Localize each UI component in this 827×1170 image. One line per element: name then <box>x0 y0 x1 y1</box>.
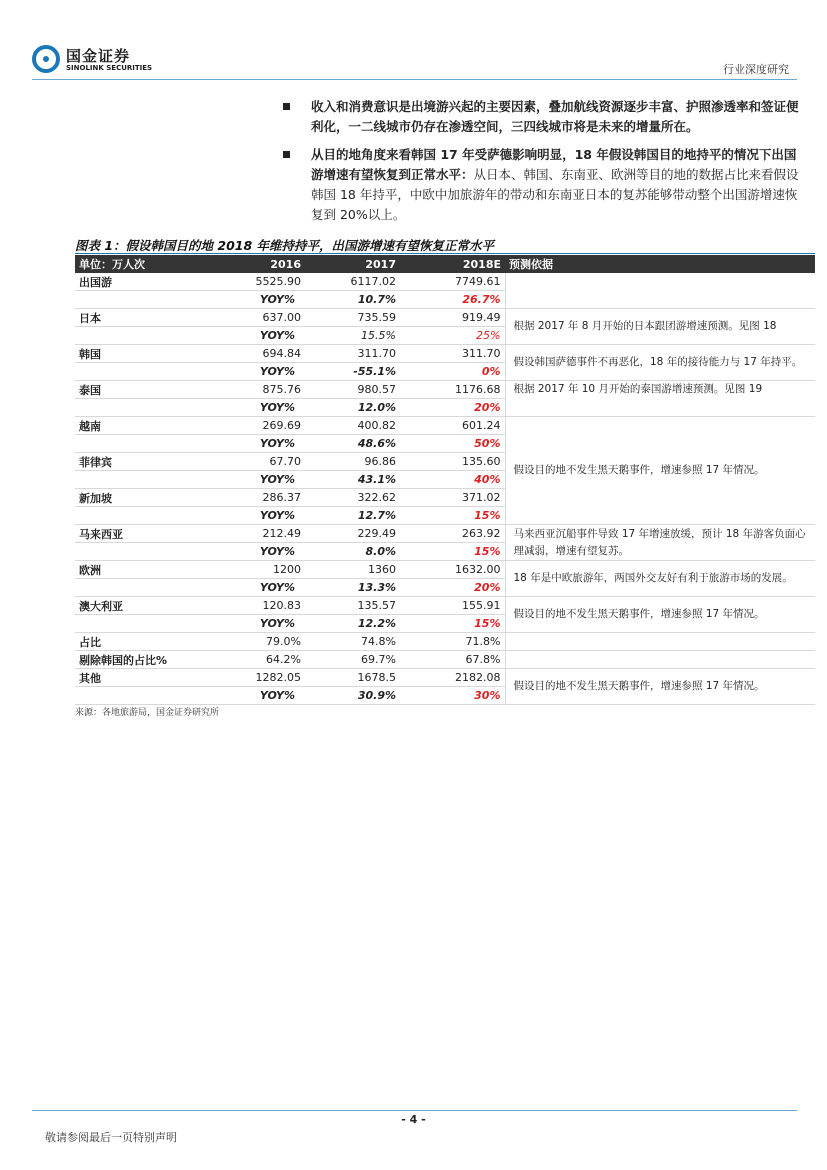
cell-2016: 120.83 <box>175 597 305 615</box>
disclaimer-text: 敬请参阅最后一页特别声明 <box>45 1131 177 1144</box>
row-label: 欧洲 <box>75 561 175 579</box>
yoy-label: YOY% <box>75 687 305 705</box>
figure-source: 来源：各地旅游局，国金证券研究所 <box>75 708 220 718</box>
page-number: - 4 - <box>401 1113 426 1126</box>
bullet-item <box>283 97 803 137</box>
cell-2018e: 919.49 <box>400 309 505 327</box>
footer-divider <box>32 1110 797 1111</box>
cell-2018e: 2182.08 <box>400 669 505 687</box>
yoy-2018e: 15% <box>400 507 505 525</box>
bullet-normal-text: 从日本、韩国、东南亚、欧洲等目的地的数据占比来看假设韩国 18 年持平，中欧中加旅游年的带动和东南亚日本的复苏能够带动整个出国游增速恢复到 20%以上。 <box>311 167 799 222</box>
yoy-label: YOY% <box>75 507 305 525</box>
cell-2017: 735.59 <box>305 309 400 327</box>
yoy-2018e: 50% <box>400 435 505 453</box>
cell-2018e: 263.92 <box>400 525 505 543</box>
row-label: 日本 <box>75 309 175 327</box>
table-header-row <box>75 255 815 273</box>
yoy-label: YOY% <box>75 615 305 633</box>
row-label: 韩国 <box>75 345 175 363</box>
cell-2017: 135.57 <box>305 597 400 615</box>
yoy-2017: 48.6% <box>305 435 400 453</box>
yoy-label: YOY% <box>75 291 305 309</box>
table-row <box>75 651 815 669</box>
header-2017: 2017 <box>305 255 400 273</box>
table-row <box>75 345 815 363</box>
yoy-label: YOY% <box>75 435 305 453</box>
cell-2018e: 311.70 <box>400 345 505 363</box>
row-label: 剔除韩国的占比% <box>75 651 175 669</box>
bullet-list <box>283 97 803 233</box>
row-label: 澳大利亚 <box>75 597 175 615</box>
header-divider <box>32 79 797 80</box>
yoy-2018e: 40% <box>400 471 505 489</box>
yoy-label: YOY% <box>75 543 305 561</box>
yoy-2018e: 15% <box>400 543 505 561</box>
cell-2018e: 67.8% <box>400 651 505 669</box>
yoy-2018e: 20% <box>400 579 505 597</box>
report-section-label: 行业深度研究 <box>723 63 789 76</box>
table-row <box>75 309 815 327</box>
cell-2017: 311.70 <box>305 345 400 363</box>
bullet-square-icon <box>283 103 290 110</box>
cell-basis: 马来西亚沉船事件导致 17 年增速放缓，预计 18 年游客负面心理减弱，增速有望复苏。 <box>505 525 815 561</box>
yoy-2017: 8.0% <box>305 543 400 561</box>
yoy-2018e: 26.7% <box>400 291 505 309</box>
cell-basis: 假设目的地不发生黑天鹅事件，增速参照 17 年情况。 <box>505 669 815 705</box>
bullet-item <box>283 145 803 225</box>
cell-2018e: 1632.00 <box>400 561 505 579</box>
table-row <box>75 525 815 543</box>
cell-2018e: 1176.68 <box>400 381 505 399</box>
figure-title: 图表 1：假设韩国目的地 2018 年维持持平，出国游增速有望恢复正常水平 <box>75 238 495 253</box>
logo-cn-text: 国金证券 <box>66 47 131 65</box>
row-label: 泰国 <box>75 381 175 399</box>
cell-2017: 6117.02 <box>305 273 400 291</box>
yoy-2018e: 20% <box>400 399 505 417</box>
cell-2018e: 71.8% <box>400 633 505 651</box>
cell-basis: 根据 2017 年 10 月开始的泰国游增速预测。见图 19 <box>505 381 815 417</box>
page-header <box>0 0 827 80</box>
cell-2016: 875.76 <box>175 381 305 399</box>
yoy-2017: 43.1% <box>305 471 400 489</box>
row-label: 越南 <box>75 417 175 435</box>
cell-2016: 1282.05 <box>175 669 305 687</box>
cell-2018e: 601.24 <box>400 417 505 435</box>
cell-basis: 假设韩国萨德事件不再恶化，18 年的接待能力与 17 年持平。 <box>505 345 815 381</box>
cell-2017: 980.57 <box>305 381 400 399</box>
cell-2017: 1360 <box>305 561 400 579</box>
yoy-2018e: 25% <box>400 327 505 345</box>
cell-basis <box>505 651 815 669</box>
cell-2018e: 155.91 <box>400 597 505 615</box>
row-label: 菲律宾 <box>75 453 175 471</box>
forecast-table <box>75 255 815 705</box>
header-unit: 单位：万人次 <box>75 255 175 273</box>
yoy-2017: 12.0% <box>305 399 400 417</box>
logo-en-text: SINOLINK SECURITIES <box>66 64 153 72</box>
yoy-2018e: 15% <box>400 615 505 633</box>
header-2016: 2016 <box>175 255 305 273</box>
cell-2016: 269.69 <box>175 417 305 435</box>
cell-basis: 18 年是中欧旅游年，两国外交友好有利于旅游市场的发展。 <box>505 561 815 597</box>
header-2018e: 2018E <box>400 255 505 273</box>
table-row <box>75 273 815 291</box>
yoy-2017: 12.7% <box>305 507 400 525</box>
yoy-label: YOY% <box>75 363 305 381</box>
cell-2018e: 135.60 <box>400 453 505 471</box>
cell-2016: 79.0% <box>175 633 305 651</box>
yoy-2018e: 30% <box>400 687 505 705</box>
yoy-label: YOY% <box>75 399 305 417</box>
cell-2016: 637.00 <box>175 309 305 327</box>
cell-2017: 74.8% <box>305 633 400 651</box>
cell-2016: 1200 <box>175 561 305 579</box>
table-row <box>75 633 815 651</box>
yoy-2017: -55.1% <box>305 363 400 381</box>
table-row <box>75 597 815 615</box>
yoy-2017: 10.7% <box>305 291 400 309</box>
row-label: 占比 <box>75 633 175 651</box>
cell-2017: 69.7% <box>305 651 400 669</box>
cell-2017: 322.62 <box>305 489 400 507</box>
cell-basis <box>505 633 815 651</box>
cell-2018e: 7749.61 <box>400 273 505 291</box>
cell-basis-sea: 假设目的地不发生黑天鹅事件，增速参照 17 年情况。 <box>505 417 815 525</box>
cell-2017: 229.49 <box>305 525 400 543</box>
yoy-2018e: 0% <box>400 363 505 381</box>
yoy-2017: 30.9% <box>305 687 400 705</box>
yoy-2017: 13.3% <box>305 579 400 597</box>
yoy-2017: 12.2% <box>305 615 400 633</box>
row-label: 其他 <box>75 669 175 687</box>
cell-2017: 96.86 <box>305 453 400 471</box>
logo-icon <box>32 45 60 73</box>
cell-basis <box>505 273 815 309</box>
header-basis: 预测依据 <box>505 255 815 273</box>
bullet-bold-text: 收入和消费意识是出境游兴起的主要因素，叠加航线资源逐步丰富、护照渗透率和签证便利化，一二线城市仍存在渗透空间，三四线城市将是未来的增量所在。 <box>311 99 799 134</box>
bullet-bold-text: 从目的地角度来看韩国 17 年受萨德影响明显，18 年假设韩国目的地持平的情况下出国游增速有望恢复到正常水平： <box>311 147 797 182</box>
cell-2018e: 371.02 <box>400 489 505 507</box>
cell-2017: 1678.5 <box>305 669 400 687</box>
yoy-label: YOY% <box>75 579 305 597</box>
table-row <box>75 417 815 435</box>
table-row <box>75 561 815 579</box>
cell-2016: 64.2% <box>175 651 305 669</box>
cell-2016: 694.84 <box>175 345 305 363</box>
table-row <box>75 669 815 687</box>
bullet-square-icon <box>283 151 290 158</box>
yoy-2017: 15.5% <box>305 327 400 345</box>
row-label: 出国游 <box>75 273 175 291</box>
cell-2016: 212.49 <box>175 525 305 543</box>
cell-basis: 根据 2017 年 8 月开始的日本跟团游增速预测。见图 18 <box>505 309 815 345</box>
yoy-label: YOY% <box>75 471 305 489</box>
row-label: 马来西亚 <box>75 525 175 543</box>
cell-basis: 假设目的地不发生黑天鹅事件，增速参照 17 年情况。 <box>505 597 815 633</box>
cell-2016: 286.37 <box>175 489 305 507</box>
cell-2017: 400.82 <box>305 417 400 435</box>
company-logo <box>32 45 162 77</box>
figure-title-underline <box>75 253 815 254</box>
row-label: 新加坡 <box>75 489 175 507</box>
table-row <box>75 381 815 399</box>
cell-2016: 5525.90 <box>175 273 305 291</box>
cell-2016: 67.70 <box>175 453 305 471</box>
yoy-label: YOY% <box>75 327 305 345</box>
